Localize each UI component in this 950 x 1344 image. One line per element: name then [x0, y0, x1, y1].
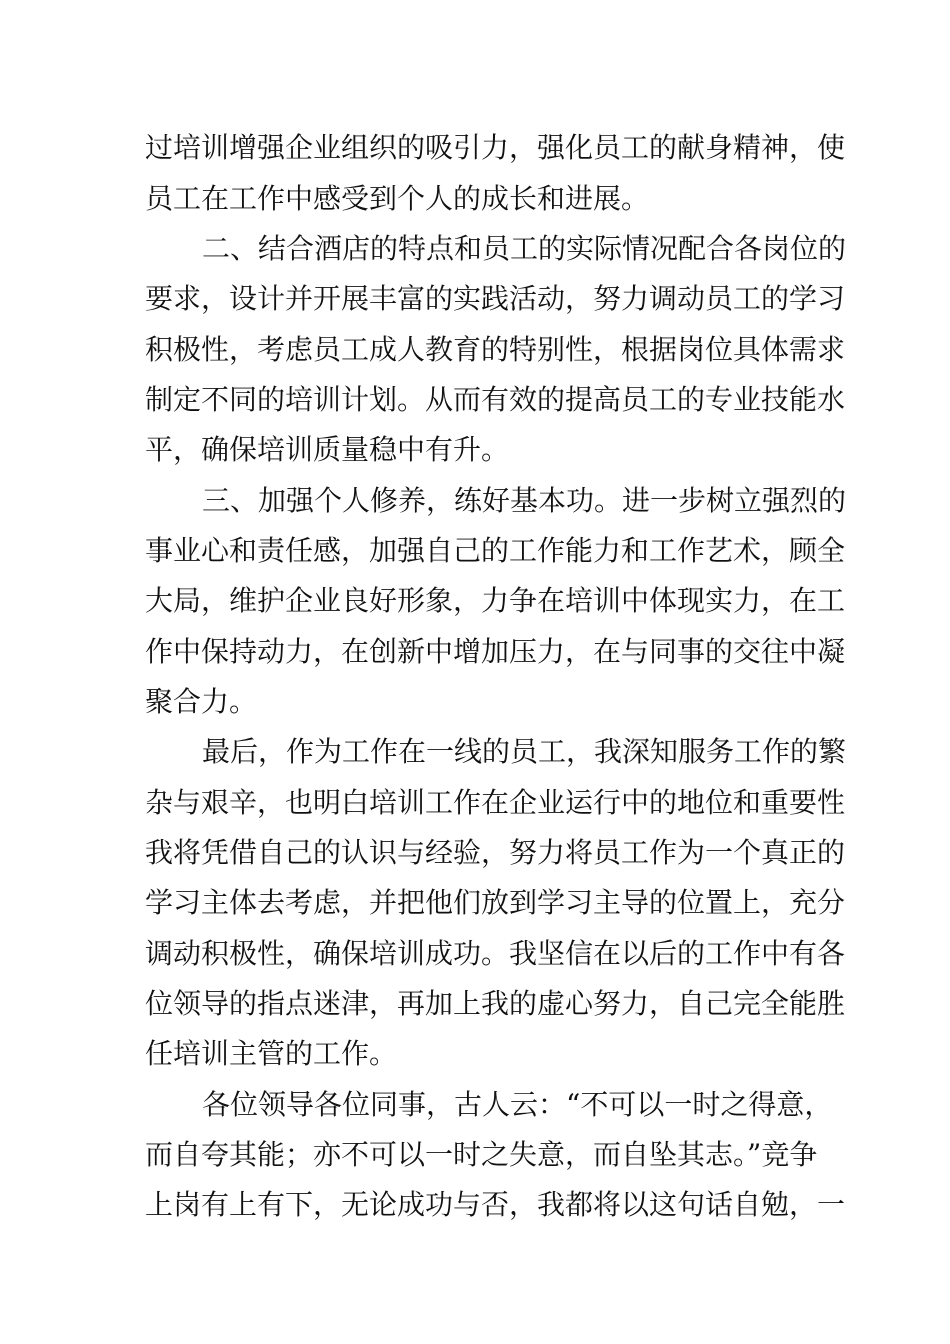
text-line: 大局，维护企业良好形象，力争在培训中体现实力，在工: [145, 584, 846, 617]
paragraph-first-line: 最后，作为工作在一线的员工，我深知服务工作的繁: [202, 735, 847, 768]
text-line: 学习主体去考虑，并把他们放到学习主导的位置上，充分: [145, 886, 846, 919]
text-line: 员工在工作中感受到个人的成长和进展。: [145, 182, 650, 215]
text-line: 过培训增强企业组织的吸引力，强化员工的献身精神，使: [145, 131, 846, 164]
text-line: 任培训主管的工作。: [145, 1037, 398, 1070]
paragraph-first-line: 各位领导各位同事，古人云：“不可以一时之得意，: [202, 1088, 833, 1121]
text-line: 积极性，考虑员工成人教育的特别性，根据岗位具体需求: [145, 333, 846, 366]
text-line: 作中保持动力，在创新中增加压力，在与同事的交往中凝: [145, 635, 846, 668]
text-line: 聚合力。: [145, 685, 258, 718]
text-line: 要求，设计并开展丰富的实践活动，努力调动员工的学习: [145, 282, 846, 315]
text-line: 制定不同的培训计划。从而有效的提高员工的专业技能水: [145, 383, 846, 416]
text-line: 调动积极性，确保培训成功。我坚信在以后的工作中有各: [145, 937, 846, 970]
text-line: 而自夸其能；亦不可以一时之失意，而自坠其志。”竞争: [145, 1138, 818, 1171]
text-line: 我将凭借自己的认识与经验，努力将员工作为一个真正的: [145, 836, 846, 869]
text-line: 平，确保培训质量稳中有升。: [145, 433, 510, 466]
text-line: 位领导的指点迷津，再加上我的虚心努力，自己完全能胜: [145, 987, 846, 1020]
text-line: 上岗有上有下，无论成功与否，我都将以这句话自勉，一: [145, 1188, 846, 1221]
paragraph-first-line: 二、结合酒店的特点和员工的实际情况配合各岗位的: [202, 232, 847, 265]
text-line: 事业心和责任感，加强自己的工作能力和工作艺术，顾全: [145, 534, 846, 567]
text-line: 杂与艰辛，也明白培训工作在企业运行中的地位和重要性: [145, 786, 846, 819]
paragraph-first-line: 三、加强个人修养，练好基本功。进一步树立强烈的: [202, 484, 847, 517]
